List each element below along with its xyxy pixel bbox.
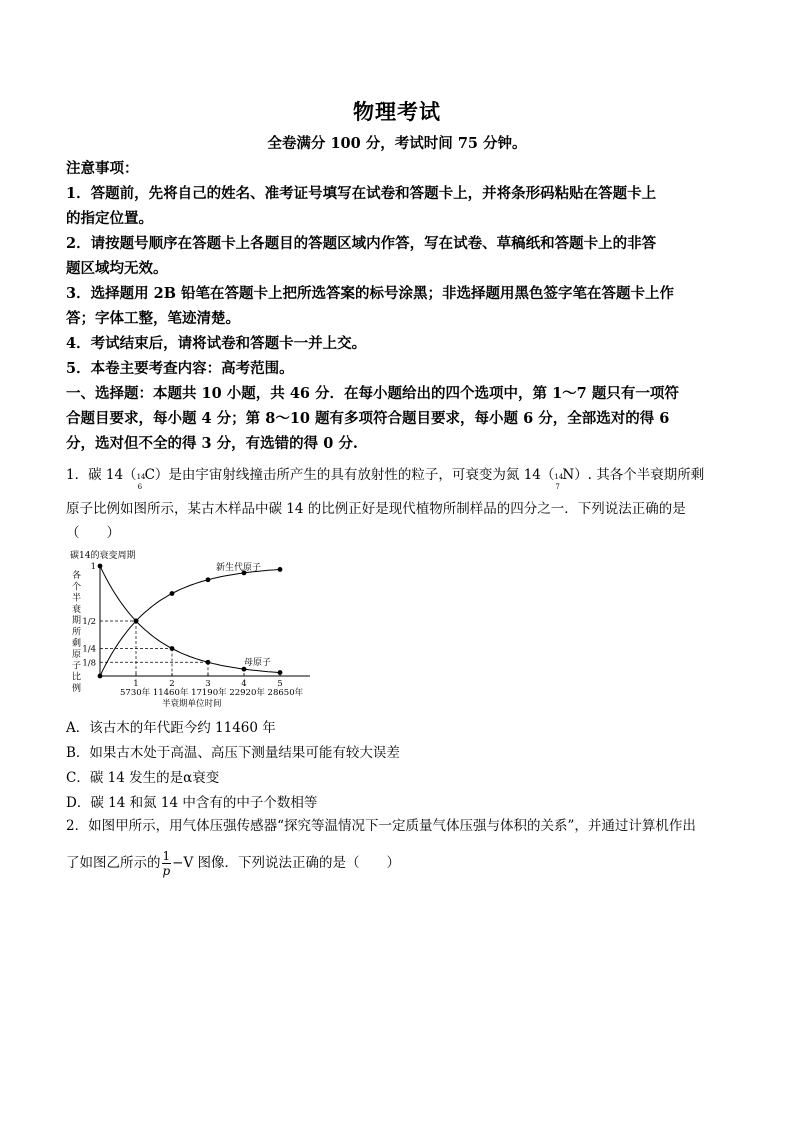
chart-y-ticks bbox=[82, 562, 96, 668]
chart-year-labels: 5730年 11460年 17190年 22920年 28650年 bbox=[120, 688, 304, 698]
option-d[interactable]: D．碳 14 和氮 14 中含有的中子个数相等 bbox=[66, 795, 318, 811]
chart-ylabel-char: 个 bbox=[72, 582, 82, 593]
notes-line: 题区域均无效。 bbox=[66, 260, 168, 277]
chart-data-point bbox=[278, 567, 283, 572]
chart-ylabel-char: 子 bbox=[72, 661, 82, 672]
chart-guides bbox=[100, 621, 208, 676]
chart-y-tick-label: 1/2 bbox=[82, 617, 96, 627]
decay-chart bbox=[64, 548, 314, 708]
chart-data-point bbox=[206, 577, 211, 582]
chart-ylabel-char: 各 bbox=[72, 571, 82, 581]
section-intro-line: 一、选择题：本题共 10 小题，共 46 分．在每小题给出的四个选项中，第 1～7 题只有一项符 bbox=[66, 385, 679, 402]
notes-line: 1．答题前，先将自己的姓名、准考证号填写在试卷和答题卡上，并将条形码粘贴在答题卡上 bbox=[66, 185, 657, 202]
chart-series-line bbox=[100, 566, 280, 673]
question-1-line-2: 原子比例如图所示，某古木样品中碳 14 的比例正好是现代植物所制样品的四分之一．下列说法正确的是 bbox=[66, 501, 686, 517]
question-1-answer-blank: （ ） bbox=[66, 525, 120, 541]
option-c[interactable]: C．碳 14 发生的是α衰变 bbox=[66, 770, 220, 786]
chart-ylabel-char: 例 bbox=[72, 684, 82, 694]
chart-x-tick-label: 5 bbox=[277, 679, 283, 689]
chart-data-point bbox=[170, 591, 175, 596]
chart-data-point bbox=[134, 619, 139, 624]
chart-ylabel-char: 原 bbox=[72, 650, 82, 661]
question-2 bbox=[66, 814, 736, 878]
chart-x-tick-label: 3 bbox=[205, 679, 211, 689]
question-1 bbox=[66, 461, 736, 543]
notes-section bbox=[66, 156, 736, 456]
carbon-isotope: 14 6 bbox=[136, 473, 146, 491]
chart-ylabel bbox=[72, 569, 81, 694]
question-2-line-2: 了如图乙所示的 $\frac{1}{p}$ −V 图像．下列说法正确的是（ ） bbox=[66, 849, 400, 878]
chart-ylabel-char: 剩 bbox=[72, 638, 82, 649]
chart-y-tick-label: 1 bbox=[90, 562, 96, 572]
notes-line: 4．考试结束后，请将试卷和答题卡一并上交。 bbox=[66, 335, 367, 352]
chart-x-tick-label: 1 bbox=[133, 679, 139, 689]
chart-xlabel: 半衰期单位时间 bbox=[162, 699, 222, 708]
question-2-line-1: 2．如图甲所示，用气体压强传感器“探究等温情况下一定质量气体压强与体积的关系”，并通过计算机作出 bbox=[66, 818, 696, 834]
chart-x-tick-label: 2 bbox=[169, 679, 175, 689]
chart-ylabel-char: 半 bbox=[72, 593, 82, 604]
section-intro-line: 合题目要求，每小题 4 分；第 8～10 题有多项符合题目要求，每小题 6 分，全部选对的得 6 bbox=[66, 410, 670, 427]
chart-y-tick-label: 1/8 bbox=[82, 658, 96, 669]
notes-heading: 注意事项： bbox=[66, 160, 139, 177]
notes-line: 答；字体工整，笔迹清楚。 bbox=[66, 310, 240, 327]
notes-line: 的指定位置。 bbox=[66, 210, 153, 227]
nitrogen-isotope: 14 7 bbox=[554, 473, 564, 491]
chart-data-point bbox=[206, 660, 211, 665]
chart-ylabel-char: 比 bbox=[72, 672, 82, 683]
question-1-line-1: 1．碳 14（ 14 6 C）是由宇宙射线撞击所产生的具有放射性的粒子，可衰变为氮 14（ 14 7 N）. 其各个半衰期所剩 bbox=[66, 467, 705, 491]
section-intro-line: 分，选对但不全的得 3 分，有选错的得 0 分. bbox=[66, 435, 358, 452]
option-a[interactable]: A．该古木的年代距今约 11460 年 bbox=[66, 720, 276, 736]
chart-series-label-parent: 母原子 bbox=[244, 658, 272, 668]
chart-data-point bbox=[98, 674, 103, 679]
notes-line: 5．本卷主要考查内容：高考范围。 bbox=[66, 360, 294, 377]
chart-data-point bbox=[98, 564, 103, 569]
chart-y-tick-label: 1/4 bbox=[82, 644, 96, 655]
chart-series-labels bbox=[216, 561, 271, 668]
page-subtitle: 全卷满分 100 分，考试时间 75 分钟。 bbox=[267, 135, 527, 152]
page-title: 物理考试 bbox=[353, 99, 441, 124]
chart-x-ticks bbox=[133, 673, 282, 689]
chart-data-point bbox=[170, 646, 175, 651]
option-b[interactable]: B．如果古木处于高温、高压下测量结果可能有较大误差 bbox=[66, 745, 400, 761]
chart-ylabel-char: 衰 bbox=[72, 604, 82, 615]
chart-series-label-new: 新生代原子 bbox=[216, 563, 262, 573]
chart-ylabel-char: 所 bbox=[72, 627, 82, 638]
notes-line: 2．请按题号顺序在答题卡上各题目的答题区域内作答，写在试卷、草稿纸和答题卡上的非答 bbox=[66, 235, 657, 252]
chart-title: 碳14的衰变周期 bbox=[70, 551, 136, 561]
fraction-one-over-p: $\frac{1}{p}$ bbox=[162, 849, 171, 878]
chart-ylabel-char: 期 bbox=[72, 616, 82, 627]
notes-line: 3．选择题用 2B 铅笔在答题卡上把所选答案的标号涂黑；非选择题用黑色签字笔在答题卡上作 bbox=[66, 285, 675, 302]
chart-x-tick-label: 4 bbox=[241, 679, 247, 689]
